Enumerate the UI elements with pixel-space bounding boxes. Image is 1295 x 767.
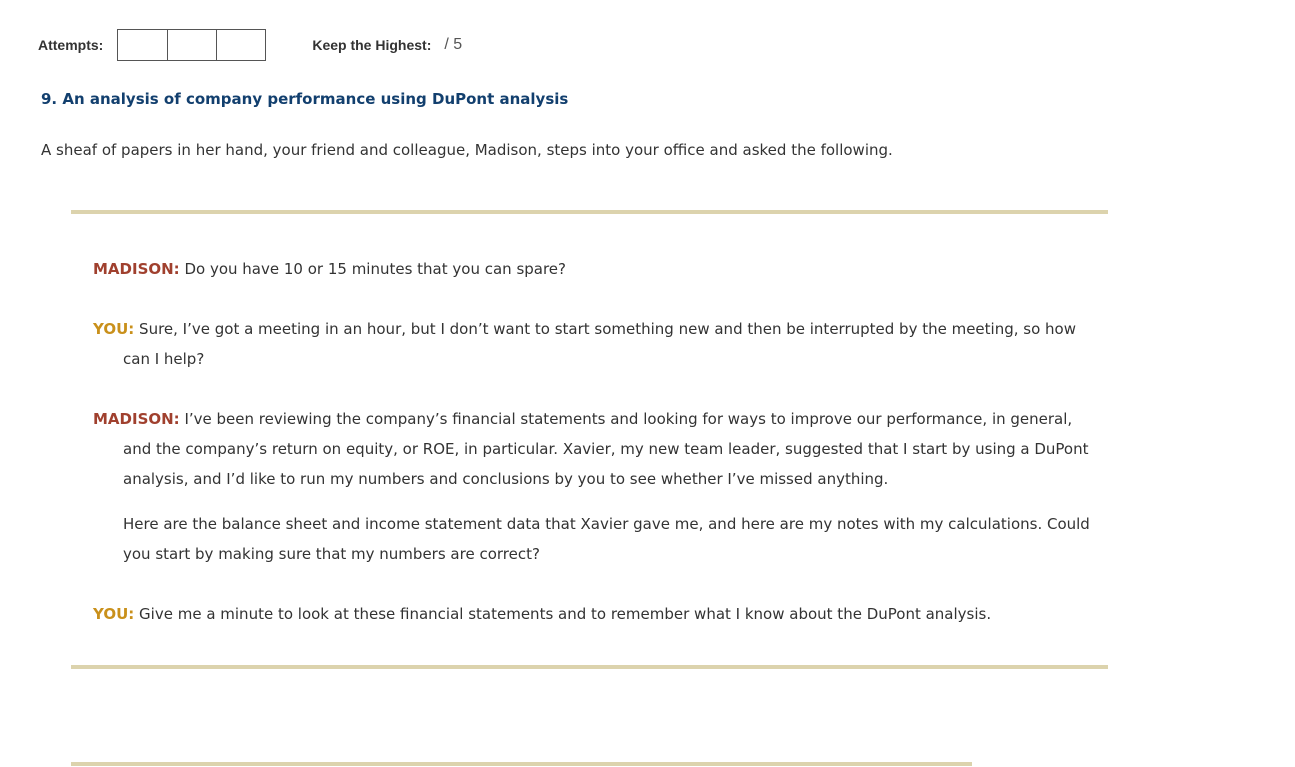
dialog-entry-continuation [93,509,1098,569]
speaker-label: MADISON: [93,410,180,428]
attempt-boxes [117,29,266,61]
dialog-text: Do you have 10 or 15 minutes that you can spare? [184,260,567,278]
dialog-text: Give me a minute to look at these financial statements and to remember what I know about the DuPont analysis. [139,605,992,623]
score-value: / 5 [444,36,463,53]
dialog-text: Here are the balance sheet and income statement data that Xavier gave me, and here are my notes with my calculations. Could you start by making sure that my numbers are correct? [123,515,1090,563]
dialog-bottom-divider [71,665,1108,669]
dialog-top-divider [71,210,1108,214]
section-divider [71,762,972,766]
speaker-label: YOU: [93,320,135,338]
attempts-row [38,29,462,61]
dialog-entry-madison [93,254,1098,284]
attempt-box [216,30,265,60]
question-title: 9. An analysis of company performance using DuPont analysis [41,90,569,108]
speaker-label: YOU: [93,605,135,623]
dialog-text: I’ve been reviewing the company’s financial statements and looking for ways to improve our performance, in general, and the company’s return on equity, or ROE, in particular. Xavier, my new team leader, suggested that I start by using a DuPont analysis, and I’d like to run my numbers and conclusions by you to see whether I’ve missed anything. [123,410,1089,488]
attempt-box [167,30,216,60]
question-intro: A sheaf of papers in her hand, your friend and colleague, Madison, steps into your office and asked the following. [41,141,893,159]
speaker-label: MADISON: [93,260,180,278]
dialog-entry-you [93,599,1098,629]
dialog-entry-you [93,314,1098,374]
attempt-box [118,30,167,60]
dialog-entry-madison [93,404,1098,494]
attempts-label: Attempts: [38,37,104,53]
dialog-text: Sure, I’ve got a meeting in an hour, but I don’t want to start something new and then be interrupted by the meeting, so how can I help? [123,320,1076,368]
keep-highest-label: Keep the Highest: [312,37,432,53]
